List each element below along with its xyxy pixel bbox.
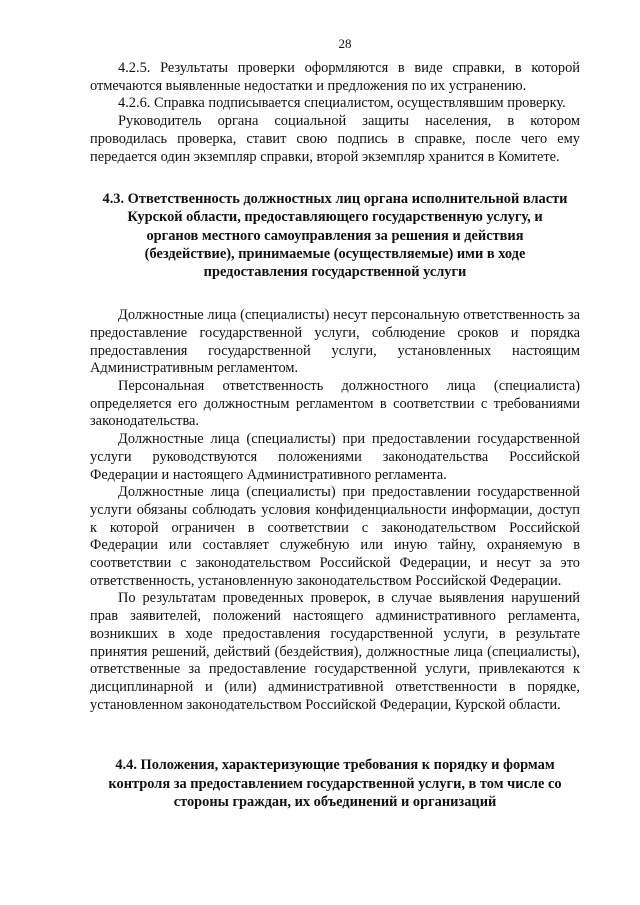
paragraph-legislation: Должностные лица (специалисты) при предоставлении государственной услуги руководствуются положениями законодательства Российской Федерации и настоящего Административного регламента. (90, 431, 580, 483)
paragraph-job-regulation: Персональная ответственность должностного лица (специалиста) определяется его должностным регламентом в соответствии с требованиями законодательства. (90, 378, 580, 430)
page-number: 28 (338, 36, 352, 51)
paragraph-signature: Руководитель органа социальной защиты населения, в котором проводилась проверка, ставит свою подпись в справке, после чего ему передается один экземпляр справки, второй экземпляр хранится в Комитете. (90, 113, 580, 165)
paragraph-inspection-results: По результатам проведенных проверок, в случае выявления нарушений прав заявителей, положений настоящего административного регламента, возникших в ходе предоставления государственной услуги, в результате принятия решений, действий (бездействия), должностные лица (специалисты), ответственные за предоставление государственной услуги, привлекаются к дисциплинарной и (или) административной ответственности в порядке, установленном законодательством Российской Федерации, Курской области. (90, 590, 580, 713)
paragraph-4-2-6: 4.2.6. Справка подписывается специалистом, осуществлявшим проверку. (118, 95, 566, 112)
paragraph-personal-responsibility: Должностные лица (специалисты) несут персональную ответственность за предоставление государственной услуги, соблюдение сроков и порядка предоставления государственной услуги, установленных настоящим Административным регламентом. (90, 307, 580, 377)
paragraph-4-2-5: 4.2.5. Результаты проверки оформляются в виде справки, в которой отмечаются выявленные недостатки и предложения по их устранению. (90, 60, 580, 94)
section-4-3-heading: 4.3. Ответственность должностных лиц органа исполнительной власти Курской области, предоставляющего государственную услугу, и органов местного самоуправления за решения и действия (бездействие), принимаемые (осуществляемые) ими в ходе предоставления государственной услуги (102, 191, 568, 281)
spacer (90, 714, 580, 756)
spacer (90, 166, 580, 190)
spacer (90, 281, 580, 307)
section-4-4-heading: 4.4. Положения, характеризующие требования к порядку и формам контроля за предоставлением государственной услуги, в том числе со стороны граждан, их объединений и организаций (108, 757, 562, 810)
paragraph-confidentiality: Должностные лица (специалисты) при предоставлении государственной услуги обязаны соблюдать условия конфиденциальности информации, доступ к которой ограничен в соответствии с законодательством Российской Федерации или составляет служебную или иную тайну, охраняемую в соответствии с законодательством Российской Федерации, и несут за это ответственность, установленную законодательством Российской Федерации. (90, 484, 580, 589)
